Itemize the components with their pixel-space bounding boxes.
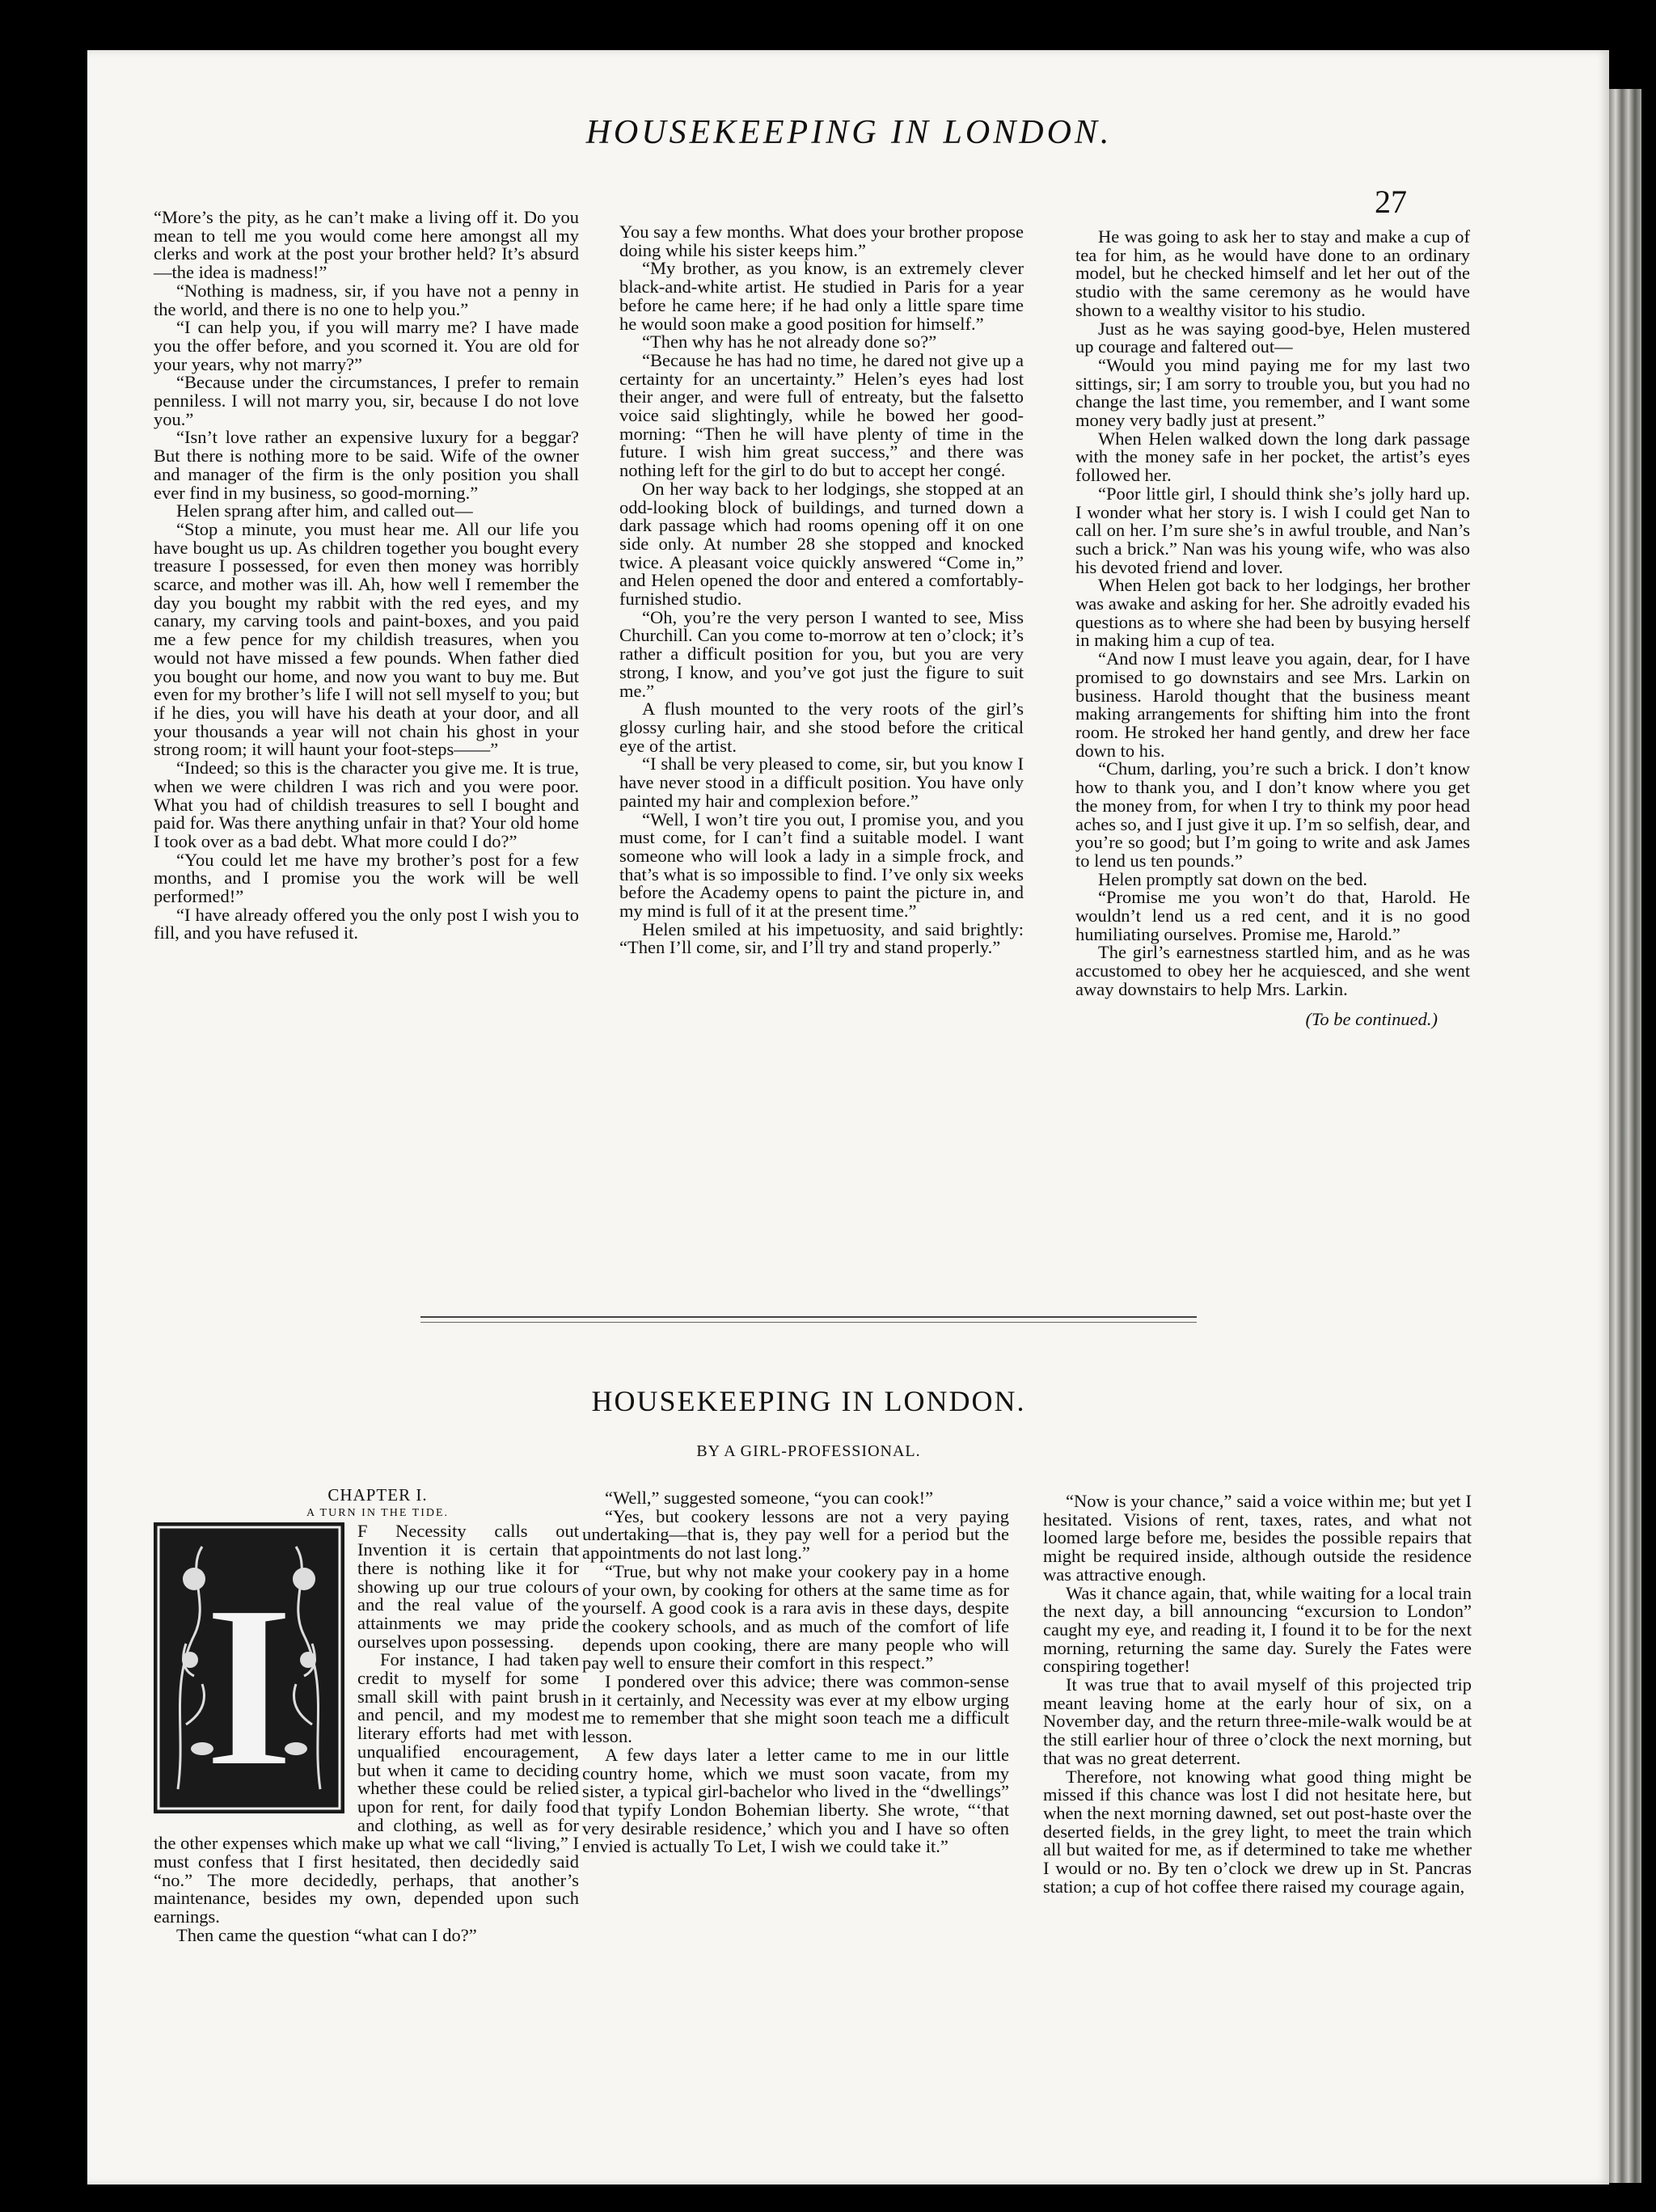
paragraph: “Poor little girl, I should think she’s jolly hard up. I wonder what her story is. I wish I could get Nan to call on her. I’m sure she’s in awful trouble, and Nan’s such a brick.” Nan was his young wife, who was also his devoted friend and lover. [1075,483,1470,577]
paragraph: “Well,” suggested someone, “you can cook!” [605,1488,934,1508]
paragraph: Helen smiled at his impetuosity, and said brightly: “Then I’ll come, sir, and I’ll try and stand properly.” [619,918,1024,958]
paragraph: “Because he has had no time, he dared not give up a certainty for an uncertainty.” Helen’s eyes had lost their anger, and were full of entreaty, but the falsetto voice said slightingly, while he bowed her good-morning: “Then he will have plenty of time in the future. I wish him great success,” and there was nothing left for the girl to do but to accept her congé. [619,349,1024,481]
paragraph: When Helen got back to her lodgings, her brother was awake and asking for her. She adroitly evaded his questions as to where she had been by busying herself in making him a cup of tea. [1075,575,1470,651]
paragraph: “My brother, as you know, is an extremely clever black-and-white artist. He studied in Paris for a year before he came here; if he had only a little spare time he would soon make a good position for himself.” [619,258,1024,334]
paragraph: Was it chance again, that, while waiting for a local train the next day, a bill announcing “excursion to London” caught my eye, and reading it, I found it to be for the next morning, returning the same day. Surely the Fates were conspiring together! [1043,1582,1472,1677]
paragraph: I pondered over this advice; there was common-sense in it certainly, and Necessity was ever at my elbow urging me to remember that she might soon teach me a difficult lesson. [582,1671,1009,1747]
paragraph: Helen promptly sat down on the bed. [1098,868,1368,889]
paragraph: Therefore, not knowing what good thing might be missed if this chance was lost I did not hesitate here, but when the next morning dawned, set out post-haste over the deserted fields, in the grey light, to meet the train which all but waited for me, as if determined to take me whether I would or no. By ten o’clock we drew up in St. Pancras station; a cup of hot coffee there raised my courage again, [1043,1766,1472,1897]
paragraph: The girl’s earnestness startled him, and as he was accustomed to obey her he acquiesced, and she went away downstairs to help Mrs. Larkin. [1075,942,1470,999]
paragraph: “Then why has he not already done so?” [642,331,937,352]
article-title: HOUSEKEEPING IN LONDON. [591,1385,1026,1417]
paragraph: “Nothing is madness, sir, if you have not a penny in the world, and there is no one to help you.” [154,280,579,319]
paragraph: “Isn’t love rather an expensive luxury for a beggar? But there is nothing more to be said. Wife of the owner and manager of the firm is the only position you shall ever find in my business, so good-morning.” [154,427,579,503]
chapter-heading: CHAPTER I. [327,1485,428,1505]
book-gutter [0,0,87,2212]
paragraph: “And now I must leave you again, dear, for I have promised to go downstairs and see Mrs. Larkin on business. Harold thought that the business meant making arrangements for shifting him into the front room. He stroked her hand gently, and drew her face down to his. [1075,648,1470,761]
article-first-paragraph: F Necessity calls out Invention it is certain that there is nothing like it for showing up our true colours and the real value of the attainments we may pride ourselves upon possessing. [357,1521,579,1652]
drop-cap-letter: I [203,1556,295,1814]
paragraph: Then came the question “what can I do?” [176,1924,477,1945]
story-column-3 [1075,228,1470,1028]
story-column-1 [154,209,579,943]
paragraph: For instance, I had taken credit to myself for some small skill with paint brush and pencil, and my modest literary efforts had met with unqualified encouragement, but when it came to deciding whether these could be relied upon for rent, for daily food and clothing, as well as for the other expenses which make up what we call “living,” I must confess that I first hesitated, then decidedly said “no.” The more decidedly, perhaps, that another’s maintenance, besides my own, depended upon such earnings. [154,1649,579,1927]
page-number: 27 [1375,184,1407,220]
paragraph: “Promise me you won’t do that, Harold. He wouldn’t lend us a red cent, and it is no good humiliating ourselves. Promise me, Harold.” [1075,887,1470,944]
chapter-subtitle: A TURN IN THE TIDE. [306,1506,450,1519]
article-column-2 [582,1489,1009,1856]
paragraph: A flush mounted to the very roots of the girl’s glossy curling hair, and she stood before the critical eye of the artist. [619,699,1024,756]
paragraph: You say a few months. What does your brother propose doing while his sister keeps him.” [619,222,1024,260]
paragraph: “Now is your chance,” said a voice within me; but yet I hesitated. Visions of rent, taxes, rates, and what not loomed large before me, besides the possible repairs that might be required inside, although outside the residence was attractive enough. [1043,1491,1472,1585]
paragraph: It was true that to avail myself of this projected trip meant leaving home at the early hour of six, on a November day, and the return three-mile-walk would be at the still earlier hour of three o’clock the next morning, but that was no great deterrent. [1043,1674,1472,1768]
running-head: HOUSEKEEPING IN LONDON. [585,114,1113,151]
paragraph: Helen sprang after him, and called out— [176,500,473,521]
article-column-1 [154,1486,579,1945]
floral-initial-icon [154,1522,344,1813]
paragraph: “True, but why not make your cookery pay in a home of your own, by cooking for others at the same time as for yourself. A good cook is a rara avis in these days, despite the cookery schools, and as much of the comfort of life depends upon cooking, there are many people who will pay well to ensure their comfort in this respect.” [582,1560,1009,1674]
paragraph: “Chum, darling, you’re such a brick. I don’t know how to thank you, and I don’t know where you get the money from, for when I try to think my poor head aches so, and I just give it up. I’m so selfish, dear, and you’re so good; but I’m going to write and ask James to lend us ten pounds.” [1075,758,1470,871]
paragraph: Just as he was saying good-bye, Helen mustered up courage and faltered out— [1075,318,1470,357]
article-byline: BY A GIRL-PROFESSIONAL. [696,1442,921,1460]
paragraph: He was going to ask her to stay and make a cup of tea for him, as he would have done to an ordinary model, but he checked himself and let her out of the studio with the same ceremony as he would have shown to a wealthy visitor to his studio. [1075,226,1470,320]
drop-cap-ornament [154,1522,344,1813]
paragraph: “More’s the pity, as he can’t make a living off it. Do you mean to tell me you would come here amongst all my clerks and work at the post your brother held? It’s absurd—the idea is madness!” [154,207,579,283]
paragraph: “Stop a minute, you must hear me. All our life you have bought us up. As children together you bought every treasure I possessed, for even then money was horribly scarce, and mother was ill. Ah, how well I remember the day you bought my rabbit with the red eyes, and my canary, my carving tools and paint-boxes, and you paid me a few pence for my childish treasures, when you would not have missed a few pounds. When father died you bought our home, and now you want to buy me. But even for my brother’s life I will not sell myself to you; but if he dies, you will have his death at your door, and all your thousands a year will not chain his ghost in your strong room; it will haunt your foot-steps——” [154,518,579,760]
paragraph: A few days later a letter came to me in our little country home, which we must soon vacate, from my sister, a typical girl-bachelor who lived in the “dwellings” that typify London Bohemian liberty. She wrote, “‘that very desirable residence,’ which you and I have so often envied is actually To Let, I wish we could take it.” [582,1744,1009,1857]
paragraph: “Would you mind paying me for my last two sittings, sir; I am sorry to trouble you, but you had no change the last time, you remember, and I want some money very badly just at present.” [1075,354,1470,431]
paragraph: “I shall be very pleased to come, sir, but you know I have never stood in a difficult position. You have only painted my hair and complexion before.” [619,754,1024,811]
paragraph: “You could let me have my brother’s post for a few months, and I promise you the work will be well performed!” [154,849,579,907]
paragraph: When Helen walked down the long dark passage with the money safe in her pocket, the artist’s eyes followed her. [1075,428,1470,486]
paragraph: “Indeed; so this is the character you give me. It is true, when we were children I was rich and you were poor. What you had of childish treasures to sell I bought and paid for. Was there anything unfair in that? Your old home I took over as a bad debt. What more could I do?” [154,758,579,851]
paragraph: “Well, I won’t tire you out, I promise you, and you must come, for I can’t find a suitable model. I want someone who will look a lady in a simple frock, and that’s what is so impossible to find. I’ve only six weeks before the Academy opens to paint the picture in, and my mind is full of it at the present time.” [619,808,1024,922]
paragraph: On her way back to her lodgings, she stopped at an odd-looking block of buildings, and turned down a dark passage which had rooms opening off it on one side only. At number 28 she stopped and knocked twice. A pleasant voice quickly answered “Come in,” and Helen opened the door and entered a comfortably-furnished studio. [619,478,1024,610]
page-stack-edge [1609,89,1641,2183]
paragraph: “I have already offered you the only post I wish you to fill, and you have refused it. [154,904,579,943]
paragraph: “I can help you, if you will marry me? I have made you the offer before, and you scorned it. You are old for your years, why not marry?” [154,317,579,374]
to-be-continued: (To be continued.) [1305,1008,1438,1029]
story-column-2 [619,223,1024,957]
paragraph: “Yes, but cookery lessons are not a very paying undertaking—that is, they pay well for a period but the appointments do not last long.” [582,1505,1009,1564]
article-column-3 [1043,1492,1472,1896]
paragraph: “Oh, you’re the very person I wanted to see, Miss Churchill. Can you come to-morrow at ten o’clock; it’s rather a difficult position for you, but you are very strong, I know, and you’ve got just the figure to suit me.” [619,606,1024,701]
paragraph: “Because under the circumstances, I prefer to remain penniless. I will not marry you, sir, because I do not love you.” [154,372,579,429]
section-divider [420,1316,1197,1323]
